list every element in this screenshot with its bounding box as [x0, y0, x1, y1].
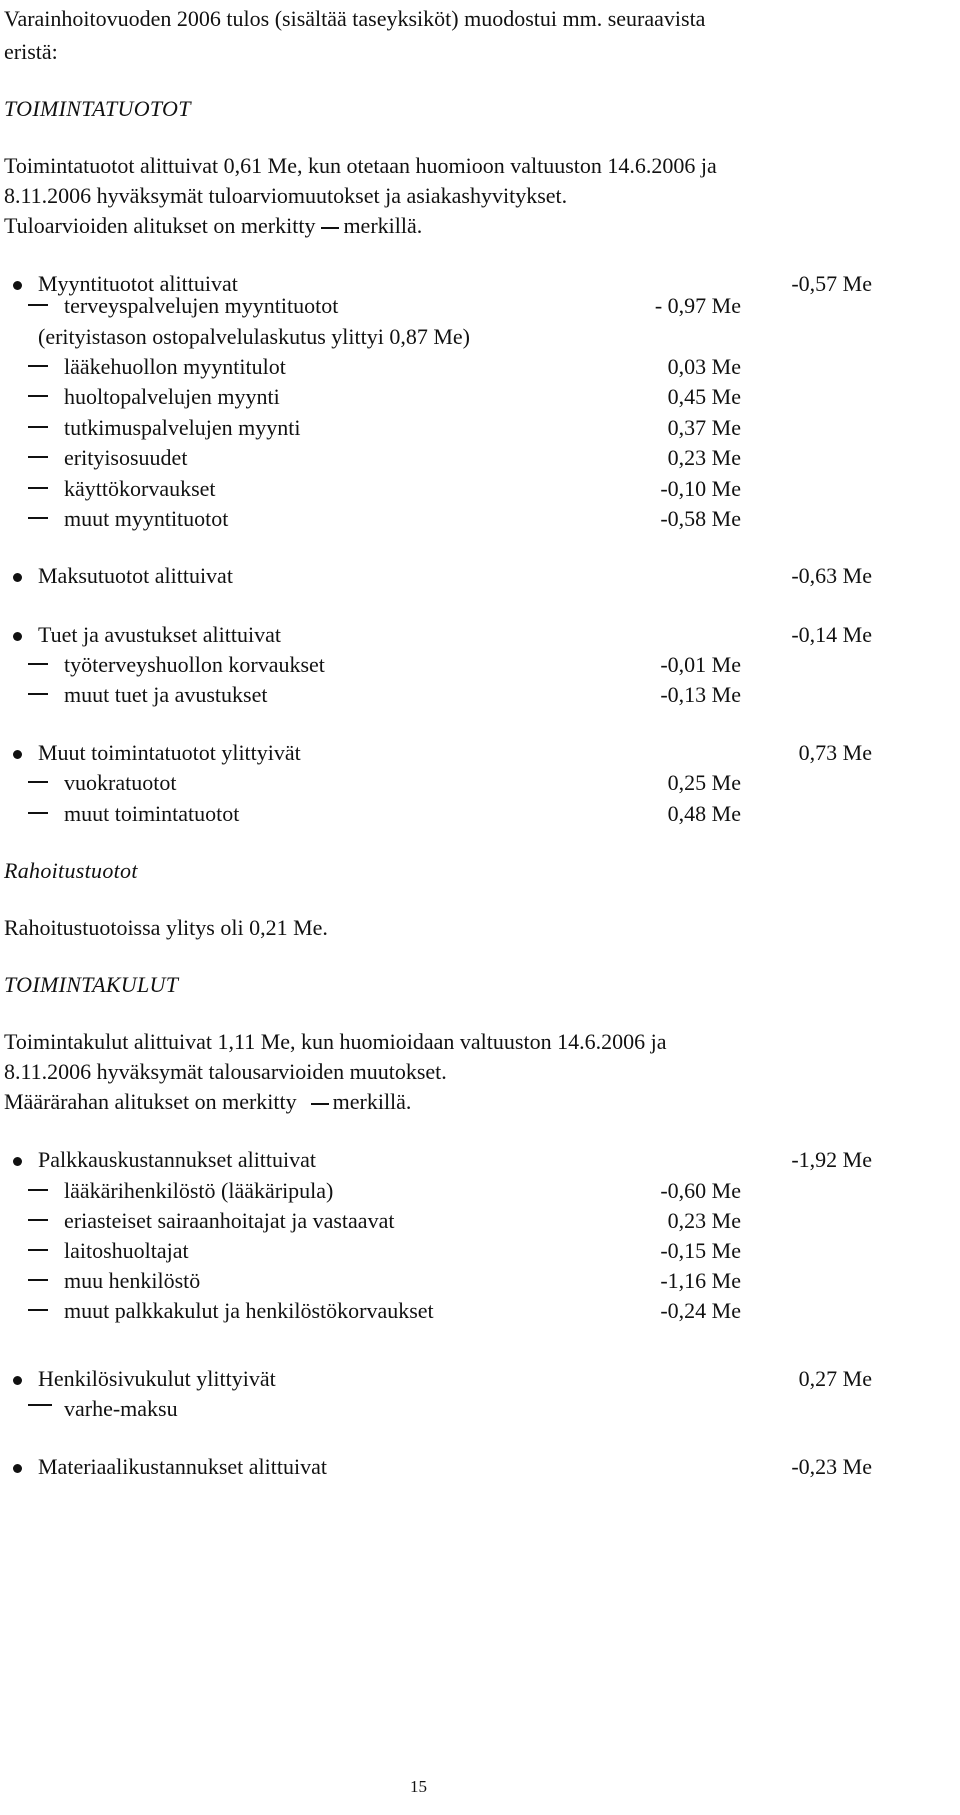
- list-item-value: 0,37 Me: [667, 415, 741, 440]
- list-item-label: muut tuet ja avustukset: [64, 682, 268, 707]
- list-item-label: muut myyntituotot: [64, 506, 229, 531]
- list-item-value: 0,23 Me: [667, 445, 741, 470]
- henkilosivukulut-total: 0,27 Me: [798, 1366, 872, 1391]
- list-item-label: muut toimintatuotot: [64, 801, 240, 826]
- dash-icon: [28, 812, 48, 814]
- toimintatuotot-para-line-3: [4, 215, 422, 237]
- list-item-label: käyttökorvaukset: [64, 476, 216, 501]
- list-item-value: 0,48 Me: [667, 801, 741, 826]
- list-item-value: -0,10 Me: [660, 476, 741, 501]
- list-item-label: tutkimuspalvelujen myynti: [64, 415, 301, 440]
- para-text: merkillä.: [343, 213, 423, 238]
- list-item-value: -0,15 Me: [660, 1238, 741, 1263]
- tuet-label: Tuet ja avustukset alittuivat: [38, 622, 281, 647]
- dash-icon: [28, 426, 48, 428]
- myyntituotot-note: (erityistason ostopalvelulaskutus ylittyi 0,87 Me): [38, 324, 471, 349]
- para-text: Määrärahan alitukset on merkitty: [4, 1089, 297, 1114]
- dash-icon: [28, 663, 48, 665]
- toimintakulut-para-line-2: 8.11.2006 hyväksymät talousarvioiden muutokset.: [4, 1059, 447, 1084]
- bullet-icon: [13, 750, 22, 759]
- para-text: merkillä.: [332, 1089, 412, 1114]
- list-item-label: varhe-maksu: [64, 1396, 178, 1421]
- list-item-value: -0,58 Me: [660, 506, 741, 531]
- toimintatuotot-para-line-1: Toimintatuotot alittuivat 0,61 Me, kun otetaan huomioon valtuuston 14.6.2006 ja: [4, 153, 717, 178]
- dash-icon: [28, 1279, 48, 1281]
- materiaali-label: Materiaalikustannukset alittuivat: [38, 1454, 327, 1479]
- bullet-icon: [13, 632, 22, 641]
- rahoitustuotot-para: Rahoitustuotoissa ylitys oli 0,21 Me.: [4, 915, 328, 940]
- dash-icon: [28, 1219, 48, 1221]
- list-item-label: lääkärihenkilöstö (lääkäripula): [64, 1178, 334, 1203]
- list-item-label: vuokratuotot: [64, 770, 177, 795]
- palkkaus-total: -1,92 Me: [791, 1147, 872, 1172]
- henkilosivukulut-label: Henkilösivukulut ylittyivät: [38, 1366, 276, 1391]
- bullet-icon: [13, 1157, 22, 1166]
- list-item-value: 0,45 Me: [667, 384, 741, 409]
- list-item-label: lääkehuollon myyntitulot: [64, 354, 286, 379]
- page-number: 15: [410, 1777, 427, 1796]
- dash-icon: [28, 1189, 48, 1191]
- dash-icon: [28, 304, 48, 306]
- muut-toimintatuotot-label: Muut toimintatuotot ylittyivät: [38, 740, 301, 765]
- list-item-label: huoltopalvelujen myynti: [64, 384, 280, 409]
- toimintatuotot-para-line-2: 8.11.2006 hyväksymät tuloarviomuutokset ja asiakashyvitykset.: [4, 183, 568, 208]
- list-item-value: 0,25 Me: [667, 770, 741, 795]
- section-heading-rahoitustuotot: Rahoitustuotot: [4, 858, 138, 883]
- myyntituotot-label: Myyntituotot alittuivat: [38, 271, 238, 296]
- maksutuotot-total: -0,63 Me: [791, 563, 872, 588]
- list-item-value: -0,24 Me: [660, 1298, 741, 1323]
- dash-icon: [28, 1309, 48, 1311]
- dash-icon: [28, 365, 48, 367]
- list-item-label: muu henkilöstö: [64, 1268, 201, 1293]
- list-item-label: erityisosuudet: [64, 445, 188, 470]
- list-item-value: -0,60 Me: [660, 1178, 741, 1203]
- dash-icon: [28, 456, 48, 458]
- section-heading-toimintatuotot: TOIMINTATUOTOT: [4, 96, 191, 121]
- dash-icon: [28, 395, 48, 397]
- dash-icon: [28, 781, 48, 783]
- dash-marker-icon: [321, 227, 339, 229]
- bullet-icon: [13, 1376, 22, 1385]
- list-item-value: -0,01 Me: [660, 652, 741, 677]
- dash-icon: [28, 1249, 48, 1251]
- maksutuotot-label: Maksutuotot alittuivat: [38, 563, 233, 588]
- section-heading-toimintakulut: TOIMINTAKULUT: [4, 972, 179, 997]
- dash-icon: [28, 487, 48, 489]
- dash-marker-icon: [311, 1103, 329, 1105]
- list-item-label: muut palkkakulut ja henkilöstökorvaukset: [64, 1298, 434, 1323]
- tuet-total: -0,14 Me: [791, 622, 872, 647]
- toimintakulut-para-line-3: [4, 1091, 411, 1113]
- list-item-label: eriasteiset sairaanhoitajat ja vastaavat: [64, 1208, 395, 1233]
- list-item-label: laitoshuoltajat: [64, 1238, 189, 1263]
- dash-icon: [28, 1404, 52, 1406]
- list-item-value: -1,16 Me: [660, 1268, 741, 1293]
- toimintakulut-para-line-1: Toimintakulut alittuivat 1,11 Me, kun huomioidaan valtuuston 14.6.2006 ja: [4, 1029, 667, 1054]
- muut-toimintatuotot-total: 0,73 Me: [798, 740, 872, 765]
- palkkaus-label: Palkkauskustannukset alittuivat: [38, 1147, 317, 1172]
- list-item-label: työterveyshuollon korvaukset: [64, 652, 325, 677]
- bullet-icon: [13, 281, 22, 290]
- dash-icon: [28, 693, 48, 695]
- list-item-label: terveyspalvelujen myyntituotot: [64, 293, 339, 318]
- bullet-icon: [13, 573, 22, 582]
- para-text: Tuloarvioiden alitukset on merkitty: [4, 213, 316, 238]
- dash-icon: [28, 517, 48, 519]
- list-item-value: 0,03 Me: [667, 354, 741, 379]
- intro-line-1: Varainhoitovuoden 2006 tulos (sisältää taseyksiköt) muodostui mm. seuraavista: [4, 6, 706, 31]
- materiaali-total: -0,23 Me: [791, 1454, 872, 1479]
- intro-line-2: eristä:: [4, 39, 58, 64]
- list-item-value: - 0,97 Me: [654, 293, 741, 318]
- list-item-value: 0,23 Me: [667, 1208, 741, 1233]
- myyntituotot-total: -0,57 Me: [791, 271, 872, 296]
- list-item-value: -0,13 Me: [660, 682, 741, 707]
- bullet-icon: [13, 1464, 22, 1473]
